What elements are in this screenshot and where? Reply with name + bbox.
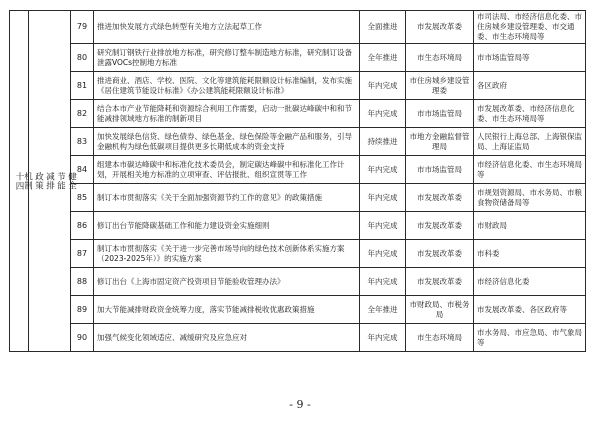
table-row (10, 100, 586, 128)
progress-status: 全年推进 (360, 296, 406, 324)
measure-text: 加强气候变化领域适应、减缓研究及应急应对 (94, 324, 360, 352)
page-number: - 9 - (289, 398, 311, 411)
item-number: 85 (71, 184, 94, 212)
measure-text: 结合本市产业节能降耗和资源综合利用工作需要，启动一批碳达峰碳中和和节能减排领域地方标准的制新项目 (94, 100, 360, 128)
progress-status: 年内完成 (360, 268, 406, 296)
item-number: 83 (71, 128, 94, 156)
section-title-cell (22, 11, 77, 352)
measure-text: 推进加快发展方式绿色转型有关地方立法起草工作 (94, 11, 360, 44)
progress-status: 持续推进 (360, 128, 406, 156)
task-table-body (10, 11, 586, 352)
table-row (10, 240, 586, 268)
measure-text: 修订出台节能降碳基础工作和能力建设资金实施细则 (94, 212, 360, 240)
partner-units: 市发展改革委、各区政府等 (474, 296, 586, 324)
measure-text: 加大节能减排财政资金统筹力度，落实节能减排税收优惠政策措施 (94, 296, 360, 324)
lead-unit: 市市场监管局 (406, 100, 474, 128)
measure-text: 修订出台《上海市固定资产投资项目节能验收管理办法》 (94, 268, 360, 296)
item-number: 81 (71, 72, 94, 100)
section-title (22, 172, 77, 190)
lead-unit: 市发展改革委 (406, 184, 474, 212)
table-row (10, 268, 586, 296)
progress-status: 年内完成 (360, 100, 406, 128)
measure-text: 制订本市贯彻落实《关于进一步完善市场导向的绿色技术创新体系实施方案（2023-2025年）》的实施方案 (94, 240, 360, 268)
partner-units: 市水务局、市应急局、市气象局等 (474, 324, 586, 352)
partner-units: 市发展改革委、市经济信息化委、市生态环境局等 (474, 100, 586, 128)
partner-units: 市司法局、市经济信息化委、市住房城乡建设管理委、市交通委、市生态环境局等 (474, 11, 586, 44)
table-row (10, 128, 586, 156)
lead-unit: 市住房城乡建设管理委 (406, 72, 474, 100)
lead-unit: 市生态环境局 (406, 324, 474, 352)
table-row (10, 296, 586, 324)
lead-unit: 市市场监管局 (406, 156, 474, 184)
progress-status: 年内完成 (360, 156, 406, 184)
item-number: 80 (71, 44, 94, 72)
progress-status: 年内完成 (360, 240, 406, 268)
partner-units: 人民银行上海总部、上海银保监局、上海证监局 (474, 128, 586, 156)
progress-status: 年内完成 (360, 184, 406, 212)
measure-text: 推进商业、酒店、学校、医院、文化等建筑能耗限额设计标准编制，发布实施《居住建筑节能设计标准》《办公建筑能耗限额设计标准》 (94, 72, 360, 100)
table-row (10, 184, 586, 212)
lead-unit: 市发展改革委 (406, 240, 474, 268)
item-number: 88 (71, 268, 94, 296)
table-row (10, 324, 586, 352)
measure-text: 制订本市贯彻落实《关于全面加强资源节约工作的意见》的政策措施 (94, 184, 360, 212)
measure-text: 研究制订钢铁行业排放地方标准，研究修订整车制造地方标准，研究制订设备泄露VOCs控制地方标准 (94, 44, 360, 72)
item-number: 79 (71, 11, 94, 44)
progress-status: 年内完成 (360, 72, 406, 100)
table-row (10, 72, 586, 100)
table-row (10, 156, 586, 184)
partner-units: 市经济信息化委 (474, 268, 586, 296)
section-title-line: 机制 (22, 172, 33, 190)
progress-status: 全年推进 (360, 44, 406, 72)
partner-units: 市市场监管局等 (474, 44, 586, 72)
item-number: 84 (71, 156, 94, 184)
progress-status: 年内完成 (360, 324, 406, 352)
table-row (10, 44, 586, 72)
partner-units: 各区政府 (474, 72, 586, 100)
lead-unit: 市地方金融监督管理局 (406, 128, 474, 156)
item-number: 90 (71, 324, 94, 352)
lead-unit: 市发展改革委 (406, 268, 474, 296)
lead-unit: 市财政局、市税务局 (406, 296, 474, 324)
measure-text: 加快发展绿色信贷、绿色债券、绿色基金、绿色保险等金融产品和服务，引导金融机构为绿色低碳项目提供更多长期低成本的资金支持 (94, 128, 360, 156)
item-number: 87 (71, 240, 94, 268)
table-row (10, 11, 586, 44)
progress-status: 全面推进 (360, 11, 406, 44)
item-number: 82 (71, 100, 94, 128)
task-table (9, 10, 586, 352)
lead-unit: 市发展改革委 (406, 212, 474, 240)
partner-units: 市经济信息化委、市生态环境局等 (474, 156, 586, 184)
lead-unit: 市发展改革委 (406, 11, 474, 44)
section-title-line: 健全 (66, 172, 77, 190)
partner-units: 市规划资源局、市水务局、市粮食物资储备局等 (474, 184, 586, 212)
section-title-line: 节能 (55, 172, 66, 190)
section-title-line: 政策 (33, 172, 44, 190)
item-number: 89 (71, 296, 94, 324)
partner-units: 市科委 (474, 240, 586, 268)
measure-text: 组建本市碳达峰碳中和标准化技术委员会，制定碳达峰碳中和标准化工作计划，开展相关地方标准的立项审查、评估报批、组织宣贯等工作 (94, 156, 360, 184)
table-row (10, 212, 586, 240)
section-title-line: 减排 (44, 172, 55, 190)
lead-unit: 市生态环境局 (406, 44, 474, 72)
progress-status: 年内完成 (360, 212, 406, 240)
partner-units: 市财政局 (474, 212, 586, 240)
section-number: 十四 (14, 171, 24, 191)
item-number: 86 (71, 212, 94, 240)
